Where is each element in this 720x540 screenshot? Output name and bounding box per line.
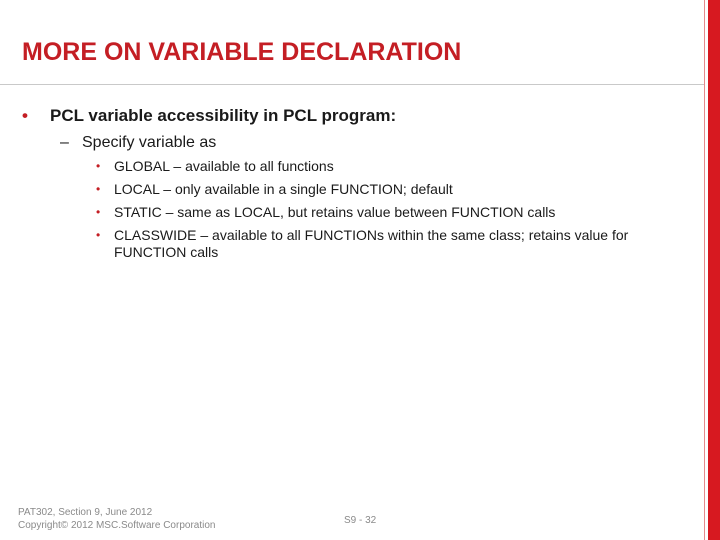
footer-info	[18, 506, 215, 532]
right-accent-bar	[708, 0, 720, 540]
list-item-text: CLASSWIDE – available to all FUNCTIONs within the same class; retains value for FUNCTION calls	[114, 227, 629, 260]
footer-copyright: Copyright© 2012 MSC.Software Corporation	[18, 520, 216, 531]
bullet-icon: •	[96, 228, 101, 242]
bullet-level2-text: Specify variable as	[82, 134, 217, 151]
bullet-level3-list	[96, 158, 686, 267]
bullet-level1-text: PCL variable accessibility in PCL program:	[50, 106, 397, 125]
bullet-icon: •	[96, 205, 101, 219]
list-item-global	[96, 158, 686, 175]
footer-course: PAT302, Section 9, June 2012	[18, 507, 153, 518]
list-item-text: LOCAL – only available in a single FUNCTION; default	[114, 181, 453, 197]
list-item-classwide	[96, 227, 686, 261]
bullet-icon: •	[96, 159, 101, 173]
list-item-text: GLOBAL – available to all functions	[114, 158, 334, 174]
list-item-local	[96, 181, 686, 198]
bullet-icon: •	[96, 182, 101, 196]
page-number: S9 - 32	[344, 515, 377, 526]
title-divider	[0, 84, 704, 85]
bullet-icon: •	[22, 106, 28, 125]
slide-title: MORE ON VARIABLE DECLARATION	[22, 38, 462, 66]
list-item-text: STATIC – same as LOCAL, but retains value between FUNCTION calls	[114, 204, 556, 220]
right-bar-edge	[704, 0, 705, 540]
dash-icon: –	[60, 134, 69, 151]
list-item-static	[96, 204, 686, 221]
